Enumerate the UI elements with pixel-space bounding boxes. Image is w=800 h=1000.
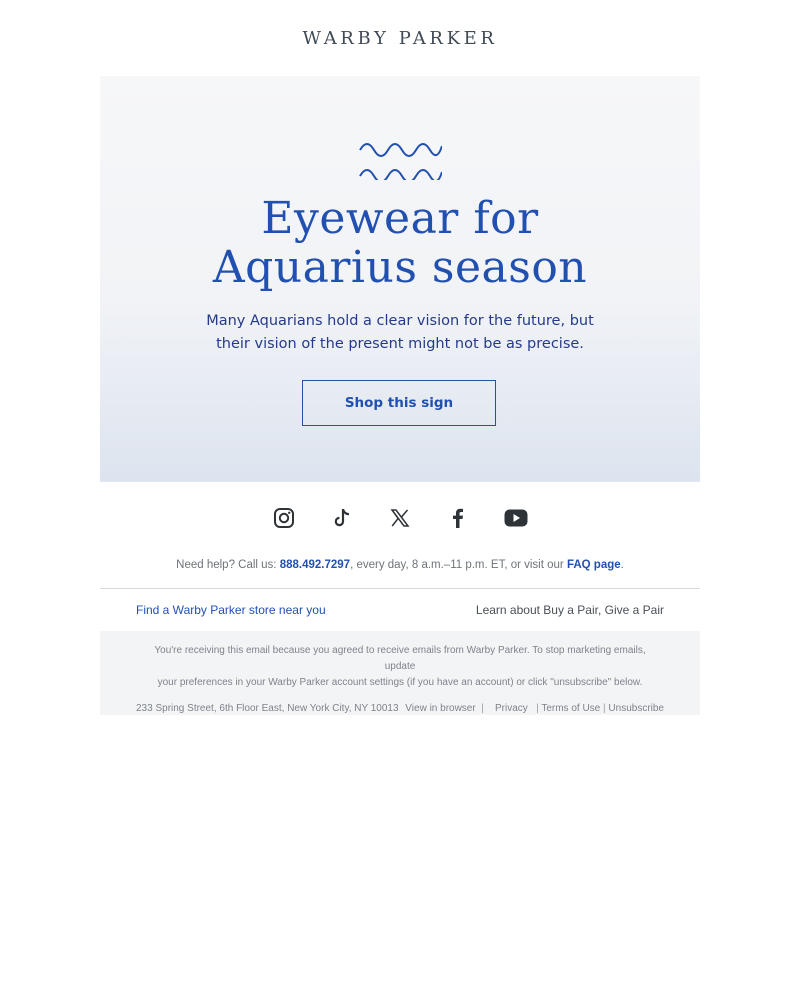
help-middle: , every day, 8 a.m.–11 p.m. ET, or visit our bbox=[350, 559, 567, 571]
instagram-icon bbox=[273, 507, 295, 529]
separator: | bbox=[530, 703, 539, 714]
help-prefix: Need help? Call us: bbox=[176, 559, 280, 571]
header bbox=[100, 0, 700, 76]
x-icon bbox=[390, 508, 410, 528]
terms-link[interactable]: Terms of Use bbox=[541, 703, 601, 714]
faq-link[interactable]: FAQ page bbox=[566, 559, 621, 571]
separator: | bbox=[478, 703, 493, 714]
email-container bbox=[100, 0, 700, 715]
aquarius-wave-icon bbox=[358, 136, 442, 180]
tiktok-icon bbox=[331, 507, 353, 529]
find-store-link[interactable]: Find a Warby Parker store near you bbox=[136, 603, 326, 617]
youtube-link[interactable] bbox=[487, 508, 545, 528]
hero-subtext-line1: Many Aquarians hold a clear vision for the future, but bbox=[206, 313, 594, 329]
help-suffix: . bbox=[620, 559, 624, 571]
shop-this-sign-button[interactable]: Shop this sign bbox=[302, 380, 496, 426]
social-links bbox=[100, 482, 700, 554]
help-text bbox=[100, 554, 700, 580]
hero-subtext-line2: their vision of the present might not be as precise. bbox=[216, 336, 584, 352]
company-address: 233 Spring Street, 6th Floor East, New York City, NY 10013 bbox=[136, 703, 399, 714]
legal-footer bbox=[100, 631, 700, 715]
privacy-link[interactable]: Privacy bbox=[494, 703, 528, 714]
legal-row bbox=[100, 703, 700, 714]
hero-subtext bbox=[100, 310, 700, 356]
youtube-icon bbox=[504, 508, 528, 528]
tiktok-link[interactable] bbox=[313, 507, 371, 529]
hero-headline-line1: Eyewear for bbox=[261, 193, 539, 244]
instagram-link[interactable] bbox=[255, 507, 313, 529]
legal-notice-line1: You're receiving this email because you agreed to receive emails from Warby Parker. To stop marketing emails, update bbox=[154, 645, 646, 672]
hero-banner bbox=[100, 76, 700, 482]
brand-logo[interactable]: WARBY PARKER bbox=[302, 27, 498, 49]
facebook-icon bbox=[447, 507, 469, 529]
buy-a-pair-give-a-pair-link[interactable]: Learn about Buy a Pair, Give a Pair bbox=[475, 603, 664, 617]
legal-links bbox=[405, 703, 664, 714]
separator: | bbox=[603, 703, 606, 714]
unsubscribe-link[interactable]: Unsubscribe bbox=[608, 703, 664, 714]
facebook-link[interactable] bbox=[429, 507, 487, 529]
hero-headline bbox=[100, 194, 700, 292]
view-in-browser-link[interactable]: View in browser bbox=[405, 703, 476, 714]
legal-notice-line2: your preferences in your Warby Parker account settings (if you have an account) or click "unsubscribe" below. bbox=[157, 677, 643, 688]
footer-links bbox=[100, 589, 700, 631]
hero-headline-line2: Aquarius season bbox=[212, 242, 588, 293]
phone-link[interactable]: 888.492.7297 bbox=[279, 559, 351, 571]
x-link[interactable] bbox=[371, 508, 429, 528]
